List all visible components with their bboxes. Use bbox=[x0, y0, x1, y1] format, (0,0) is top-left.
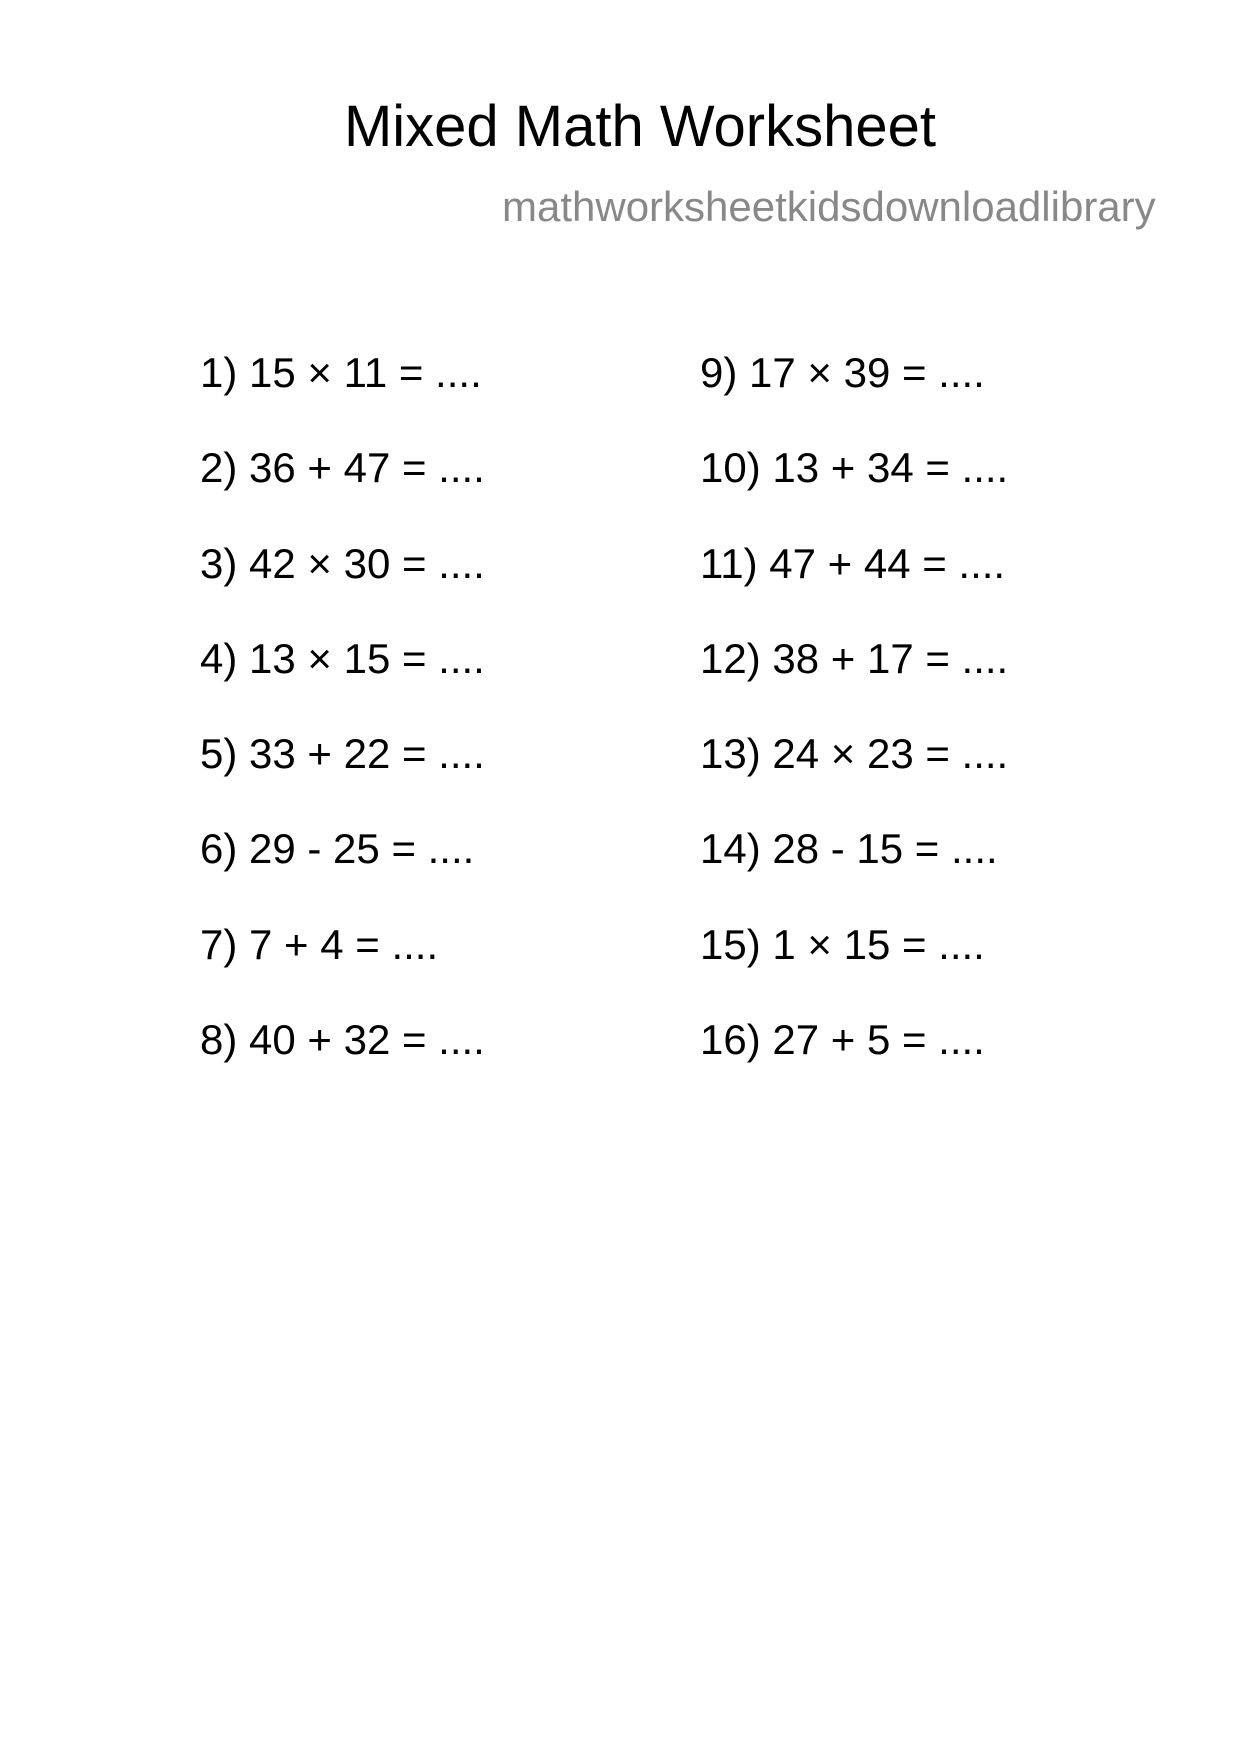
problem-16: 16) 27 + 5 = .... bbox=[700, 1016, 985, 1064]
problem-7: 7) 7 + 4 = .... bbox=[200, 920, 439, 968]
problems-left-column bbox=[200, 349, 620, 1114]
problem-4: 4) 13 × 15 = .... bbox=[200, 634, 485, 682]
problem-15: 15) 1 × 15 = .... bbox=[700, 920, 985, 968]
problem-8: 8) 40 + 32 = .... bbox=[200, 1016, 485, 1064]
watermark-text: mathworksheetkidsdownloadlibrary bbox=[502, 183, 1156, 230]
problems-right-column bbox=[700, 349, 1120, 1114]
problem-1: 1) 15 × 11 = .... bbox=[200, 349, 482, 396]
problem-3: 3) 42 × 30 = .... bbox=[200, 539, 485, 587]
problem-11: 11) 47 + 44 = .... bbox=[700, 539, 1006, 587]
problem-13: 13) 24 × 23 = .... bbox=[700, 730, 1009, 778]
problem-2: 2) 36 + 47 = .... bbox=[200, 444, 485, 492]
problem-14: 14) 28 - 15 = .... bbox=[700, 825, 998, 873]
problem-5: 5) 33 + 22 = .... bbox=[200, 730, 485, 778]
problem-12: 12) 38 + 17 = .... bbox=[700, 634, 1009, 682]
problem-9: 9) 17 × 39 = .... bbox=[700, 349, 985, 396]
problem-6: 6) 29 - 25 = .... bbox=[200, 825, 475, 873]
problem-10: 10) 13 + 34 = .... bbox=[700, 444, 1009, 492]
page-title: Mixed Math Worksheet bbox=[343, 94, 937, 159]
